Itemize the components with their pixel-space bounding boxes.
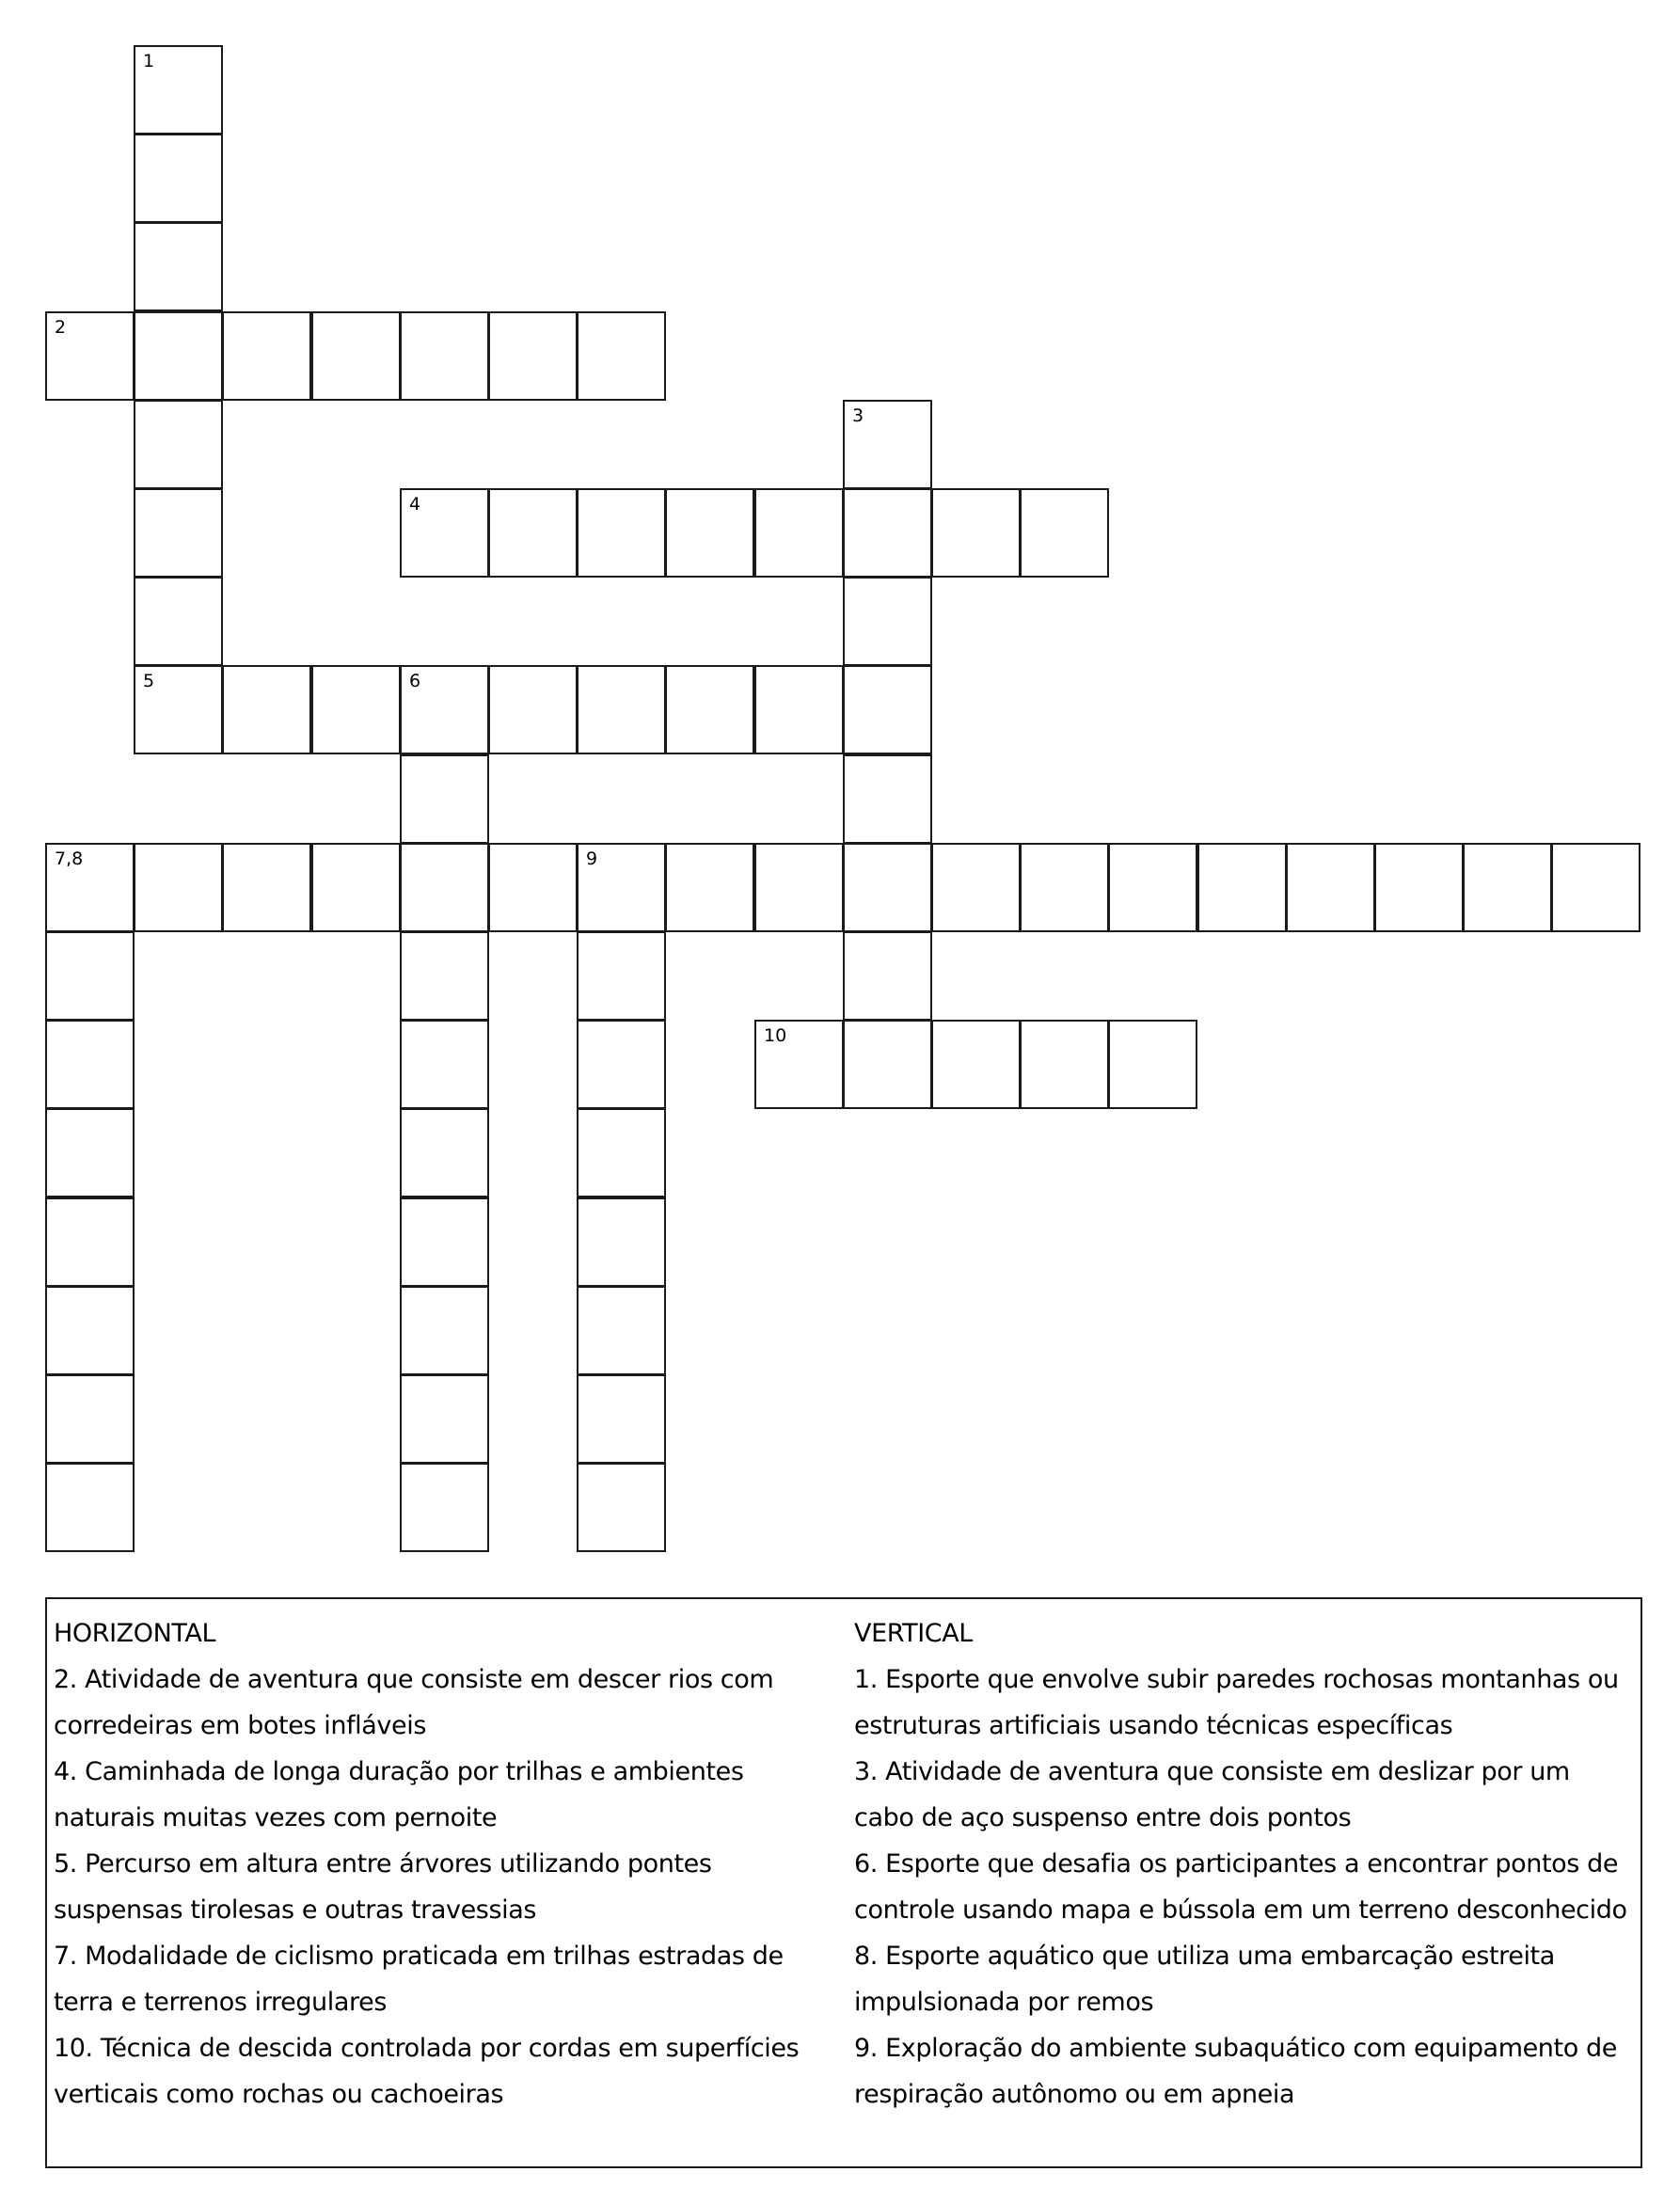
crossword-cell[interactable] (488, 843, 578, 932)
clue-line: naturais muitas vezes com pernoite (54, 1803, 498, 1832)
clue-line: 9. Exploração do ambiente subaquático com equipamento de (854, 2034, 1617, 2063)
crossword-cell[interactable] (1463, 843, 1552, 932)
crossword-cell-5[interactable] (134, 665, 223, 754)
vertical-clues (854, 1610, 1642, 2117)
clue-line: verticais como rochas ou cachoeiras (54, 2080, 504, 2109)
clue-line: impulsionada por remos (854, 1988, 1154, 2017)
crossword-cell[interactable] (1108, 1020, 1197, 1109)
crossword-cell[interactable] (400, 843, 489, 932)
crossword-cell[interactable] (45, 1463, 135, 1552)
horizontal-clues (54, 1610, 863, 2117)
crossword-cell[interactable] (577, 665, 666, 754)
crossword-cell[interactable] (843, 754, 932, 844)
crossword-cell[interactable] (488, 488, 578, 578)
horizontal-heading: HORIZONTAL (54, 1619, 216, 1648)
crossword-cell[interactable] (134, 222, 223, 311)
clue-number: 3 (852, 405, 864, 426)
crossword-cell[interactable] (931, 843, 1021, 932)
crossword-cell[interactable] (931, 488, 1021, 578)
crossword-cell[interactable] (577, 931, 666, 1021)
vertical-heading: VERTICAL (854, 1619, 973, 1648)
crossword-cell-6[interactable] (400, 665, 489, 754)
crossword-cell[interactable] (754, 488, 844, 578)
crossword-cell[interactable] (400, 1197, 489, 1287)
crossword-cell[interactable] (754, 843, 844, 932)
clue-number: 1 (143, 51, 155, 71)
crossword-cell[interactable] (577, 1463, 666, 1552)
crossword-cell[interactable] (931, 1020, 1021, 1109)
crossword-cell[interactable] (134, 134, 223, 223)
clue-number: 6 (409, 671, 421, 691)
crossword-cell[interactable] (577, 1020, 666, 1109)
clue-line: 7. Modalidade de ciclismo praticada em trilhas estradas de (54, 1942, 784, 1971)
clues-box (45, 1597, 1642, 2168)
clue-number: 7,8 (55, 848, 84, 869)
crossword-cell[interactable] (577, 1108, 666, 1197)
crossword-cell[interactable] (1374, 843, 1464, 932)
crossword-cell-10[interactable] (754, 1020, 844, 1109)
crossword-cell[interactable] (577, 488, 666, 578)
crossword-cell[interactable] (754, 665, 844, 754)
crossword-cell[interactable] (400, 311, 489, 401)
crossword-cell[interactable] (665, 665, 754, 754)
crossword-cell[interactable] (843, 931, 932, 1021)
crossword-cell[interactable] (400, 1108, 489, 1197)
clue-line: 5. Percurso em altura entre árvores utilizando pontes (54, 1849, 712, 1879)
crossword-cell[interactable] (222, 665, 311, 754)
crossword-cell[interactable] (400, 1463, 489, 1552)
crossword-cell[interactable] (45, 1020, 135, 1109)
crossword-cell[interactable] (45, 931, 135, 1021)
crossword-cell[interactable] (400, 754, 489, 844)
clue-number: 2 (55, 317, 67, 338)
crossword-cell[interactable] (311, 843, 401, 932)
crossword-cell[interactable] (577, 311, 666, 401)
clue-number: 4 (409, 494, 421, 515)
clue-line: 3. Atividade de aventura que consiste em deslizar por um (854, 1757, 1570, 1786)
crossword-cell[interactable] (577, 1374, 666, 1464)
crossword-cell[interactable] (134, 843, 223, 932)
clue-number: 9 (586, 848, 598, 869)
crossword-cell[interactable] (400, 1374, 489, 1464)
crossword-cell[interactable] (134, 400, 223, 489)
crossword-cell[interactable] (577, 1197, 666, 1287)
crossword-cell[interactable] (400, 931, 489, 1021)
clue-line: estruturas artificiais usando técnicas específicas (854, 1711, 1453, 1740)
crossword-cell[interactable] (665, 843, 754, 932)
crossword-cell[interactable] (1020, 843, 1109, 932)
clue-line: 4. Caminhada de longa duração por trilhas e ambientes (54, 1757, 744, 1786)
crossword-cell[interactable] (577, 1286, 666, 1375)
crossword-cell-4[interactable] (400, 488, 489, 578)
clue-line: 6. Esporte que desafia os participantes a encontrar pontos de (854, 1849, 1619, 1879)
clue-line: 10. Técnica de descida controlada por cordas em superfícies (54, 2034, 800, 2063)
clue-line: cabo de aço suspenso entre dois pontos (854, 1803, 1352, 1832)
crossword-cell[interactable] (311, 665, 401, 754)
crossword-cell-3[interactable] (843, 400, 932, 489)
crossword-cell[interactable] (1197, 843, 1287, 932)
crossword-cell[interactable] (665, 488, 754, 578)
crossword-cell[interactable] (222, 311, 311, 401)
crossword-cell-1[interactable] (134, 45, 223, 135)
clue-line: suspensas tirolesas e outras travessias (54, 1895, 537, 1925)
crossword-cell[interactable] (1020, 488, 1109, 578)
crossword-cell[interactable] (222, 843, 311, 932)
clue-line: controle usando mapa e bússola em um terreno desconhecido (854, 1895, 1627, 1925)
crossword-cell[interactable] (311, 311, 401, 401)
crossword-cell[interactable] (1020, 1020, 1109, 1109)
crossword-cell[interactable] (134, 488, 223, 578)
crossword-cell[interactable] (1108, 843, 1197, 932)
crossword-cell-2[interactable] (45, 311, 135, 401)
crossword-cell[interactable] (843, 1020, 932, 1109)
clue-line: 2. Atividade de aventura que consiste em descer rios com (54, 1665, 774, 1694)
clue-line: corredeiras em botes infláveis (54, 1711, 426, 1740)
crossword-cell[interactable] (488, 665, 578, 754)
clue-line: terra e terrenos irregulares (54, 1988, 387, 2017)
crossword-cell-7-8[interactable] (45, 843, 135, 932)
clue-line: respiração autônomo ou em apneia (854, 2080, 1295, 2109)
crossword-cell-9[interactable] (577, 843, 666, 932)
crossword-cell[interactable] (45, 1108, 135, 1197)
crossword-cell[interactable] (45, 1374, 135, 1464)
crossword-cell[interactable] (843, 843, 932, 932)
crossword-cell[interactable] (488, 311, 578, 401)
crossword-cell[interactable] (843, 488, 932, 578)
clue-line: 8. Esporte aquático que utiliza uma embarcação estreita (854, 1942, 1555, 1971)
clue-number: 10 (764, 1025, 787, 1046)
crossword-cell[interactable] (45, 1286, 135, 1375)
crossword-cell[interactable] (134, 311, 223, 401)
clue-number: 5 (143, 671, 155, 691)
crossword-cell[interactable] (843, 577, 932, 666)
crossword-cell[interactable] (400, 1286, 489, 1375)
crossword-cell[interactable] (400, 1020, 489, 1109)
clue-line: 1. Esporte que envolve subir paredes rochosas montanhas ou (854, 1665, 1619, 1694)
crossword-cell[interactable] (1551, 843, 1640, 932)
crossword-cell[interactable] (45, 1197, 135, 1287)
crossword-cell[interactable] (134, 577, 223, 666)
crossword-cell[interactable] (843, 665, 932, 754)
crossword-cell[interactable] (1286, 843, 1375, 932)
